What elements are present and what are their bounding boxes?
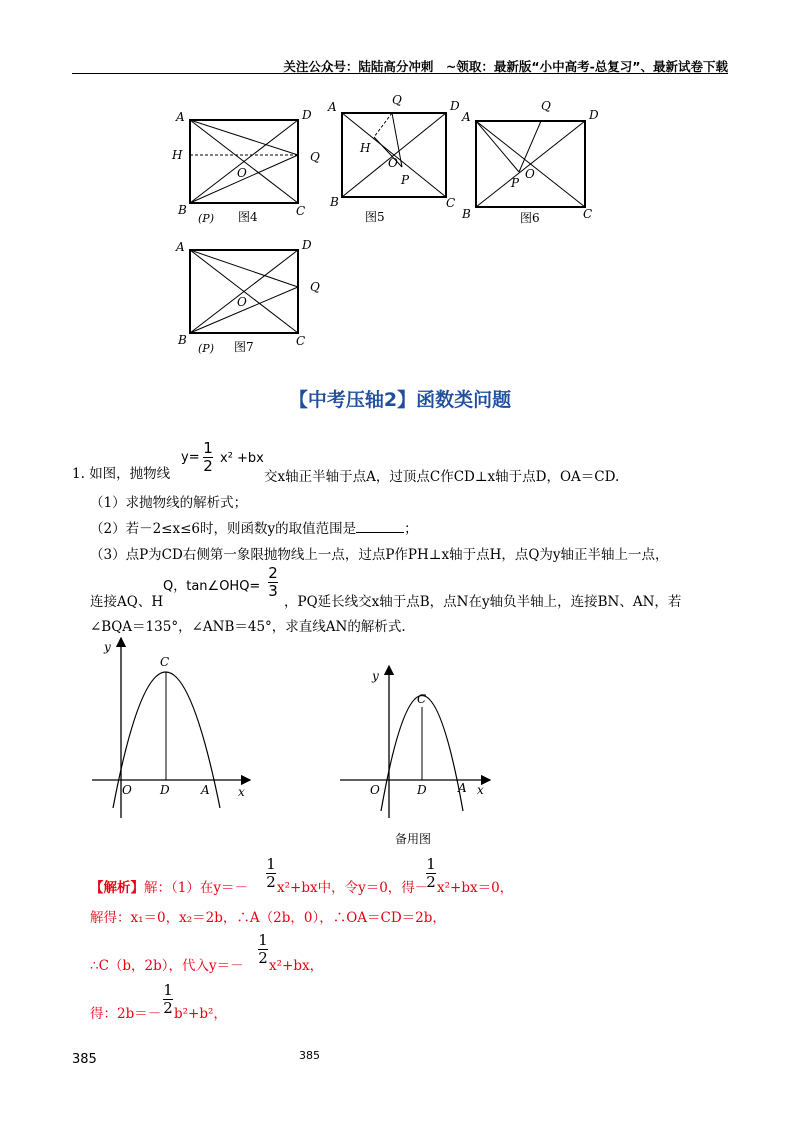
tan-den: 3 [268,582,278,600]
problem-intro-pre: 如图，抛物线 [89,466,171,482]
page-number-center: 385 [299,1049,320,1062]
frac2-num: 1 [426,855,436,873]
frac1-den: 2 [266,873,276,891]
frac3-den: 2 [258,949,268,967]
figure-6 [461,99,599,225]
fig6-label-Q: Q [541,99,551,113]
solution-line-4b: b²+b²， [174,1006,227,1022]
figure-4 [171,108,320,225]
fig4-label-Q: Q [310,150,320,164]
left-label-D: D [160,783,170,797]
solution-fraction-2 [426,857,436,890]
fig5-label-D: D [450,99,460,113]
question-3: （3）点P为CD右侧第一象限抛物线上一点，过点P作PH⊥x轴于点H，点Q为y轴正半轴上一点， [90,547,669,563]
left-label-C: C [160,655,170,669]
fig4-label-H: H [172,148,183,162]
question-3-line-2c: ，PQ延长线交x轴于点B，点N在y轴负半轴上，连接BN、AN，若 [284,594,682,610]
solution-line-2: 解得：x₁＝0，x₂＝2b，∴A（2b，0），∴OA＝CD＝2b， [90,910,446,926]
solution-line-4a: 得：2b＝－ [90,1006,162,1022]
solution-line-1c: x²+bx＝0， [437,880,514,896]
question-3-line-3: ∠BQA＝135°，∠ANB＝45°，求直线AN的解析式. [90,619,406,635]
fig6-label-D: D [589,108,599,122]
solution-line-3b: x²+bx， [269,958,324,974]
fig4-label-O: O [237,166,247,180]
formula-fraction [203,441,213,474]
spare-graph-caption: 备用图 [395,832,432,846]
section-title: 【中考压轴2】函数类问题 [288,389,512,411]
fig6-label-B: B [462,207,471,221]
solution-fraction-3 [258,933,268,966]
problem-intro-post: 交x轴正半轴于点A，过顶点C作CD⊥x轴于点D，OA＝CD. [264,469,620,485]
fig4-label-A: A [176,110,185,124]
formula-lead: y= [181,450,200,465]
fig5-label-A: A [328,100,337,114]
fig7-label-D: D [302,238,312,252]
left-label-x: x [238,785,245,799]
figure-5 [327,93,460,224]
fig4-label-D: D [302,108,312,122]
fig5-label-O: O [388,156,398,170]
question-3-line-2a: 连接AQ、H [90,594,164,610]
problem-number: 1. [72,466,85,482]
graph-right [340,666,490,846]
formula-tail: x² +bx [220,451,264,466]
formula-num: 1 [203,439,213,457]
answer-blank [356,520,404,533]
right-label-C: C [417,692,427,706]
fig4-label-B: B [178,203,187,217]
fig7-label-P: (P) [198,342,214,355]
fig4-caption: 图4 [238,210,258,224]
frac4-num: 1 [163,981,173,999]
right-label-y: y [372,669,379,683]
fig5-label-H: H [360,141,371,155]
right-label-A: A [458,781,467,795]
fig5-caption: 图5 [365,210,385,224]
left-label-y: y [104,640,111,654]
question-1: （1）求抛物线的解析式； [90,495,248,511]
fig6-caption: 图6 [520,211,540,225]
formula-den: 2 [203,457,213,475]
question-3-line-2b: Q，tan∠OHQ= [163,579,261,594]
solution-fraction-1 [266,857,276,890]
geometry-figures [0,0,800,380]
fig7-label-Q: Q [310,280,320,294]
frac1-num: 1 [266,855,276,873]
page-header: 关注公众号：陆陆高分冲刺 ~领取：最新版“小中高考-总复习”、最新试卷下载 [283,59,728,74]
fig6-label-A: A [462,110,471,124]
right-label-x: x [477,783,484,797]
right-label-O: O [370,783,380,797]
question-2-text: （2）若－2≤x≤6时，则函数y的取值范围是 [90,521,357,537]
fig4-label-P: (P) [198,212,214,225]
solution-text-1: 解：（1）在y＝－ [144,880,248,896]
fig7-caption: 图7 [234,340,254,354]
page-number-left: 385 [72,1052,97,1067]
fig5-label-B: B [330,195,339,209]
question-2 [90,517,418,537]
fig6-label-P: P [511,176,520,190]
right-label-D: D [417,783,427,797]
left-label-O: O [122,783,132,797]
frac4-den: 2 [163,999,173,1017]
frac3-num: 1 [258,931,268,949]
fig5-label-Q: Q [392,93,402,107]
figure-7 [175,238,320,355]
fig6-label-O: O [525,167,535,181]
solution-line-1a [90,876,248,896]
fig7-label-A: A [176,240,185,254]
fig5-label-C: C [446,196,456,210]
tan-fraction [268,566,278,599]
tan-num: 2 [268,564,278,582]
solution-tag: 【解析】 [90,880,144,896]
fig5-label-P: P [401,173,410,187]
fig7-label-B: B [178,333,187,347]
solution-fraction-4 [163,983,173,1016]
fig6-label-C: C [583,207,593,221]
fig4-label-C: C [296,204,306,218]
graph-left [92,638,250,818]
solution-line-1b: x²+bx中，令y＝0，得－ [277,880,429,896]
solution-line-3a: ∴C（b，2b），代入y＝－ [90,958,244,974]
fig7-label-C: C [296,334,306,348]
problem-line-1 [72,462,170,482]
question-2-end: ； [404,521,418,537]
left-label-A: A [201,783,210,797]
frac2-den: 2 [426,873,436,891]
fig7-label-O: O [237,295,247,309]
parabola-graphs [0,630,800,855]
